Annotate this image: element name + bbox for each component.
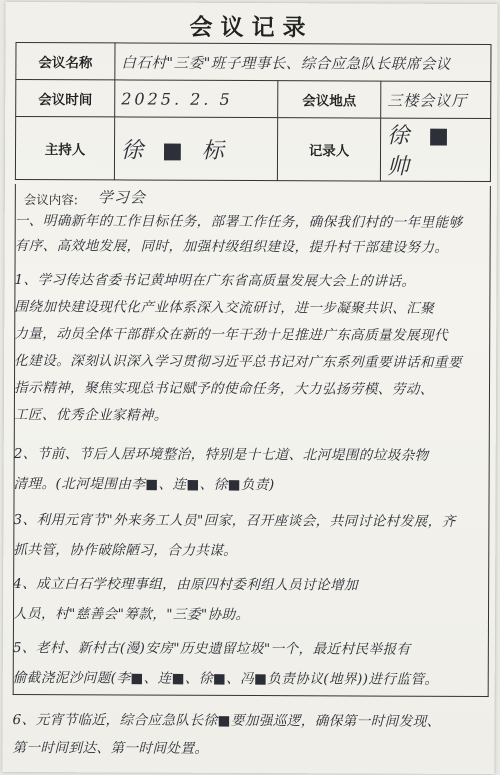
content-line: 5、老村、新村古(漫)安房"历史遗留垃圾"一个，最近村民举报有: [12, 639, 411, 658]
content-line: 清理。(北河堤围由李■、连■、徐■负责): [13, 475, 275, 494]
content-line: 工匠、优秀企业家精神。: [13, 406, 168, 424]
meeting-place-text: 三楼会议厅: [387, 91, 468, 110]
content-line: 偷截浇泥沙问题(李■、连■、徐■、冯■负责协议(地界))进行监管。: [12, 669, 439, 688]
host-value: [114, 117, 277, 181]
recorder-label: 记录人: [277, 118, 380, 181]
meeting-place-label: 会议地点: [278, 81, 381, 118]
content-line: 指示精神，聚焦实现总书记赋予的使命任务，大力弘扬劳模、劳动、: [13, 379, 434, 398]
content-line: 4、成立白石学校理事组，由原四村委利组人员讨论增加: [13, 575, 359, 594]
host-name: 徐 ■ 标: [120, 137, 230, 164]
content-line: 2、节前、节后人居环境整治，特别是十七道、北河堤围的垃圾杂物: [13, 445, 429, 464]
meeting-record-sheet: [2, 2, 497, 774]
content-label: 会议内容:: [23, 192, 79, 208]
content-line: 有序、高效地发展，同时，加强村级组织建设，提升村干部建设努力。: [14, 237, 449, 256]
host-label: 主持人: [15, 116, 114, 179]
content-line: 化建设。深刻认识深入学习贯彻习近平总书记对广东系列重要讲话和重要: [14, 352, 462, 371]
host-row: [15, 116, 490, 181]
meeting-name-row: [16, 42, 491, 81]
meeting-info-table: [15, 42, 492, 182]
content-line: 3、利用元宵节"外来务工人员"回家，召开座谈会，共同讨论村发展，齐: [13, 511, 456, 530]
content-line: 一、明确新年的工作目标任务，部署工作任务，确保我们村的一年里能够: [14, 212, 463, 231]
meeting-name-label: 会议名称: [16, 42, 115, 79]
meeting-time-row: [16, 79, 491, 118]
recorder-name: 徐 ■ 帅: [386, 123, 455, 180]
meeting-name-value: [115, 43, 491, 82]
content-line: 围绕加快建设现代化产业体系深入交流研讨，进一步凝聚共识、汇聚: [14, 298, 435, 317]
meeting-time-label: 会议时间: [16, 79, 115, 116]
content-line: 第一时间到达、第一时间处置。: [12, 739, 209, 757]
meeting-place-value: [381, 81, 491, 118]
recorder-value: [380, 118, 490, 181]
meeting-time-value: [115, 80, 278, 118]
content-line: 力量，动员全体干部群众在新的一年干劲十足推进广东高质量发展现代: [14, 325, 449, 344]
content-line: 6、元宵节临近，综合应急队长徐■要加强巡逻，确保第一时间发现、: [12, 711, 441, 730]
document-title: 会议记录: [189, 13, 314, 42]
meeting-time-text: 2025. 2. 5: [121, 88, 233, 109]
meeting-name-text: 白石村"三委"班子理事长、综合应急队长联席会议: [121, 54, 451, 73]
content-line: 抓共管，协作破除陋习，合力共谋。: [13, 541, 238, 559]
content-line: 1、学习传达省委书记黄坤明在广东省高质量发展大会上的讲话。: [14, 271, 416, 290]
content-heading: 学习会: [97, 188, 146, 207]
content-line: 人员，村"慈善会"筹款，"三委"协助。: [12, 605, 250, 623]
